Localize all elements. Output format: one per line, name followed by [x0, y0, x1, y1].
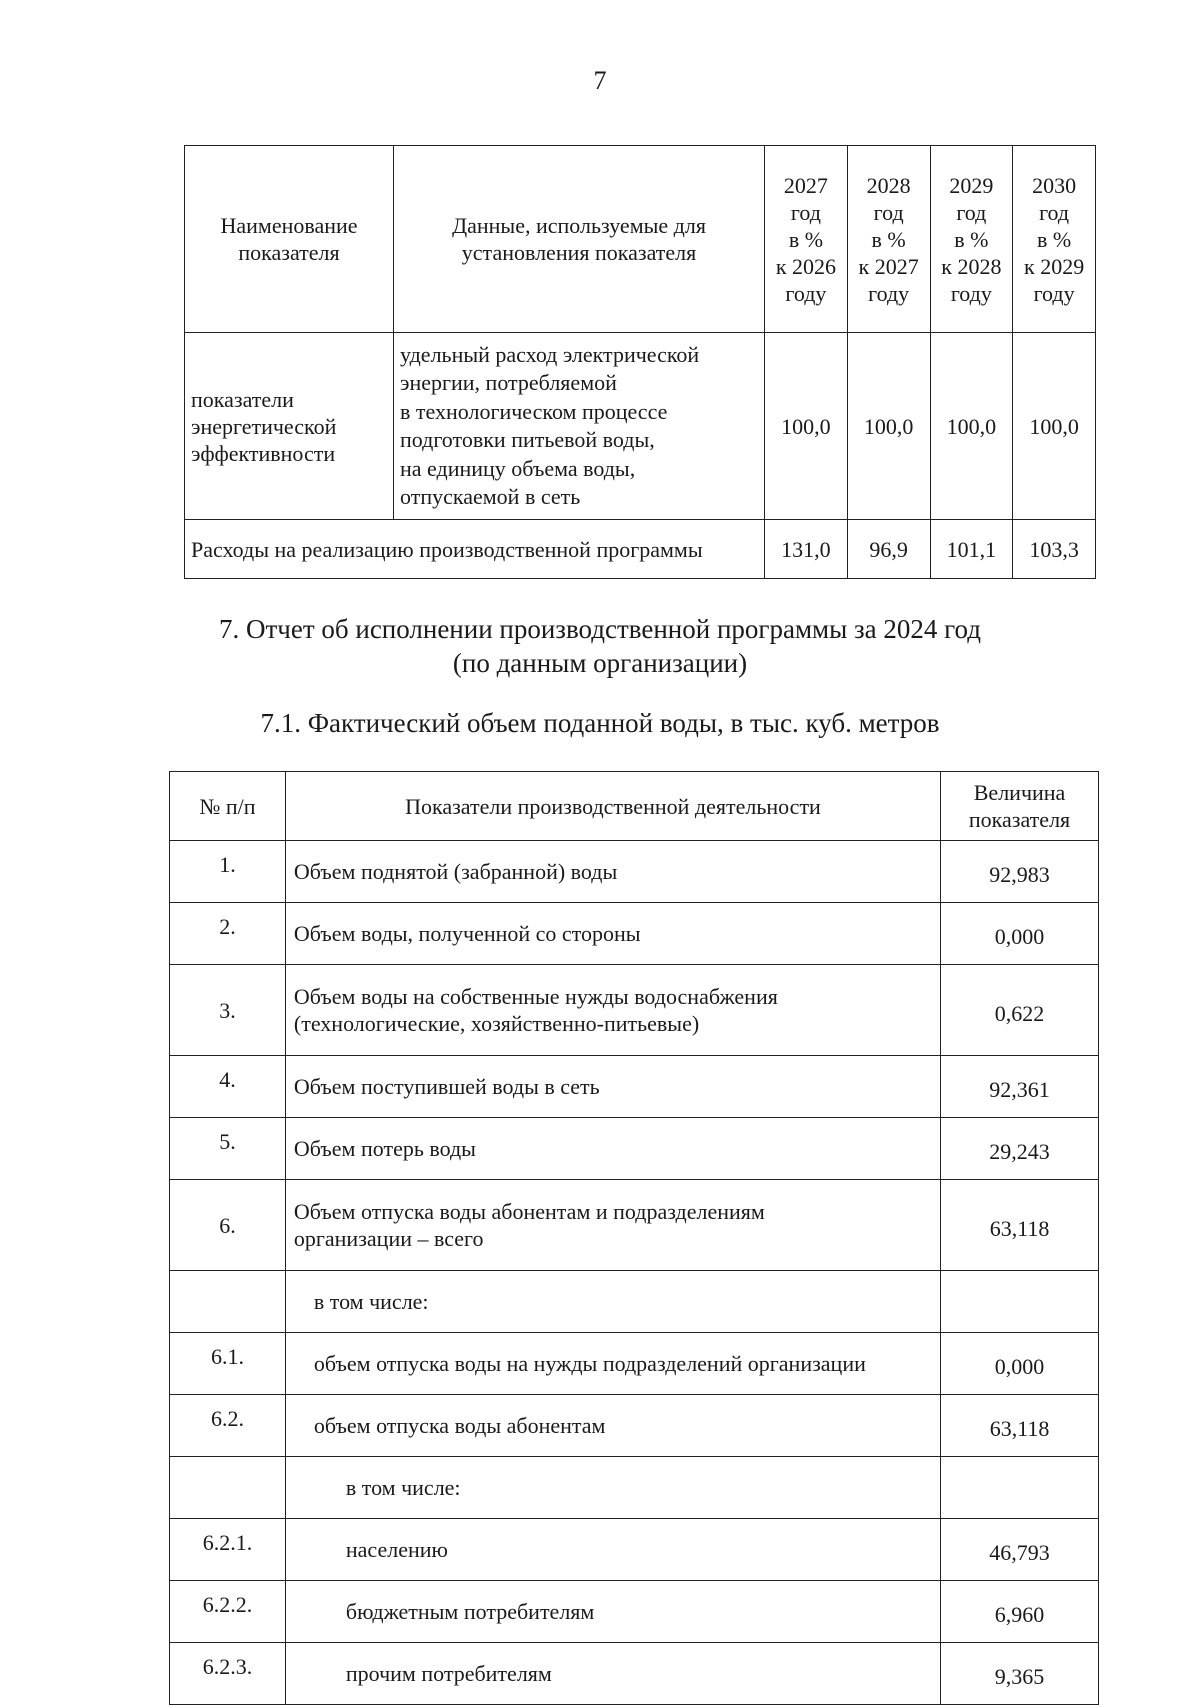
table-row	[170, 965, 1099, 1056]
row-value: 0,000	[941, 1333, 1099, 1395]
table2-header-row	[170, 772, 1099, 841]
table1-expenses-row	[185, 520, 1096, 579]
expenses-2029: 101,1	[930, 520, 1013, 579]
header-row-number: № п/п	[170, 772, 286, 841]
section-7-1-heading: 7.1. Фактический объем поданной воды, в тыс. куб. метров	[260, 708, 940, 738]
value-2028: 100,0	[847, 333, 930, 520]
row-indicator: Объем поднятой (забранной) воды	[285, 841, 940, 903]
header-year-2030: 2030 год в % к 2029 году	[1013, 146, 1096, 333]
table-row	[170, 1271, 1099, 1333]
row-number	[170, 1271, 286, 1333]
table-row	[170, 1333, 1099, 1395]
row-value: 9,365	[941, 1643, 1099, 1705]
row-number: 5.	[170, 1118, 286, 1180]
value-2027: 100,0	[765, 333, 848, 520]
row-number: 6.2.1.	[170, 1519, 286, 1581]
row-indicator: объем отпуска воды на нужды подразделений организации	[285, 1333, 940, 1395]
header-year-2028: 2028 год в % к 2027 году	[847, 146, 930, 333]
row-number: 6.	[170, 1180, 286, 1271]
row-indicator: прочим потребителям	[285, 1643, 940, 1705]
expenses-2028: 96,9	[847, 520, 930, 579]
row-number: 6.1.	[170, 1333, 286, 1395]
expenses-2027: 131,0	[765, 520, 848, 579]
row-value	[941, 1457, 1099, 1519]
expenses-2030: 103,3	[1013, 520, 1096, 579]
indicator-name-cell: показатели энергетической эффективности	[185, 333, 394, 520]
row-indicator: населению	[285, 1519, 940, 1581]
table-row	[170, 1519, 1099, 1581]
header-data-used: Данные, используемые для установления показателя	[394, 146, 765, 333]
header-indicator-name: Наименование показателя	[185, 146, 394, 333]
table-row	[170, 1180, 1099, 1271]
value-2029: 100,0	[930, 333, 1013, 520]
row-value: 92,361	[941, 1056, 1099, 1118]
row-indicator: Объем поступившей воды в сеть	[285, 1056, 940, 1118]
table1-data-row	[185, 333, 1096, 520]
header-indicator: Показатели производственной деятельности	[285, 772, 940, 841]
row-value: 6,960	[941, 1581, 1099, 1643]
table1-header-row	[185, 146, 1096, 333]
row-number: 2.	[170, 903, 286, 965]
row-number: 1.	[170, 841, 286, 903]
table-row	[170, 1395, 1099, 1457]
row-value: 0,622	[941, 965, 1099, 1056]
row-number: 6.2.3.	[170, 1643, 286, 1705]
row-number: 3.	[170, 965, 286, 1056]
energy-efficiency-table	[184, 145, 1096, 579]
row-value: 63,118	[941, 1395, 1099, 1457]
table-row	[170, 903, 1099, 965]
row-value: 63,118	[941, 1180, 1099, 1271]
row-indicator: в том числе:	[285, 1457, 940, 1519]
section-7-heading: 7. Отчет об исполнении производственной программы за 2024 год (по данным организации)	[218, 614, 982, 678]
row-number: 6.2.2.	[170, 1581, 286, 1643]
row-number: 4.	[170, 1056, 286, 1118]
row-number	[170, 1457, 286, 1519]
row-value: 92,983	[941, 841, 1099, 903]
row-value: 0,000	[941, 903, 1099, 965]
table-row	[170, 841, 1099, 903]
expenses-label: Расходы на реализацию производственной программы	[185, 520, 765, 579]
row-number: 6.2.	[170, 1395, 286, 1457]
table-row	[170, 1056, 1099, 1118]
table-row	[170, 1118, 1099, 1180]
row-value: 29,243	[941, 1118, 1099, 1180]
row-value	[941, 1271, 1099, 1333]
row-indicator: в том числе:	[285, 1271, 940, 1333]
page-number: 7	[593, 66, 607, 95]
row-indicator: Объем потерь воды	[285, 1118, 940, 1180]
value-2030: 100,0	[1013, 333, 1096, 520]
header-value: Величина показателя	[941, 772, 1099, 841]
row-indicator: Объем отпуска воды абонентам и подразделениям организации – всего	[285, 1180, 940, 1271]
header-year-2027: 2027 год в % к 2026 году	[765, 146, 848, 333]
row-indicator: Объем воды, полученной со стороны	[285, 903, 940, 965]
header-year-2029: 2029 год в % к 2028 году	[930, 146, 1013, 333]
row-value: 46,793	[941, 1519, 1099, 1581]
row-indicator: объем отпуска воды абонентам	[285, 1395, 940, 1457]
table-row	[170, 1581, 1099, 1643]
indicator-description-cell: удельный расход электрической энергии, потребляемой в технологическом процессе подготовки питьевой воды, на единицу объема воды, отпускаемой в сеть	[394, 333, 765, 520]
row-indicator: Объем воды на собственные нужды водоснабжения (технологические, хозяйственно-питьевые)	[285, 965, 940, 1056]
row-indicator: бюджетным потребителям	[285, 1581, 940, 1643]
table-row	[170, 1457, 1099, 1519]
table-row	[170, 1643, 1099, 1705]
water-volume-table	[169, 771, 1099, 1705]
